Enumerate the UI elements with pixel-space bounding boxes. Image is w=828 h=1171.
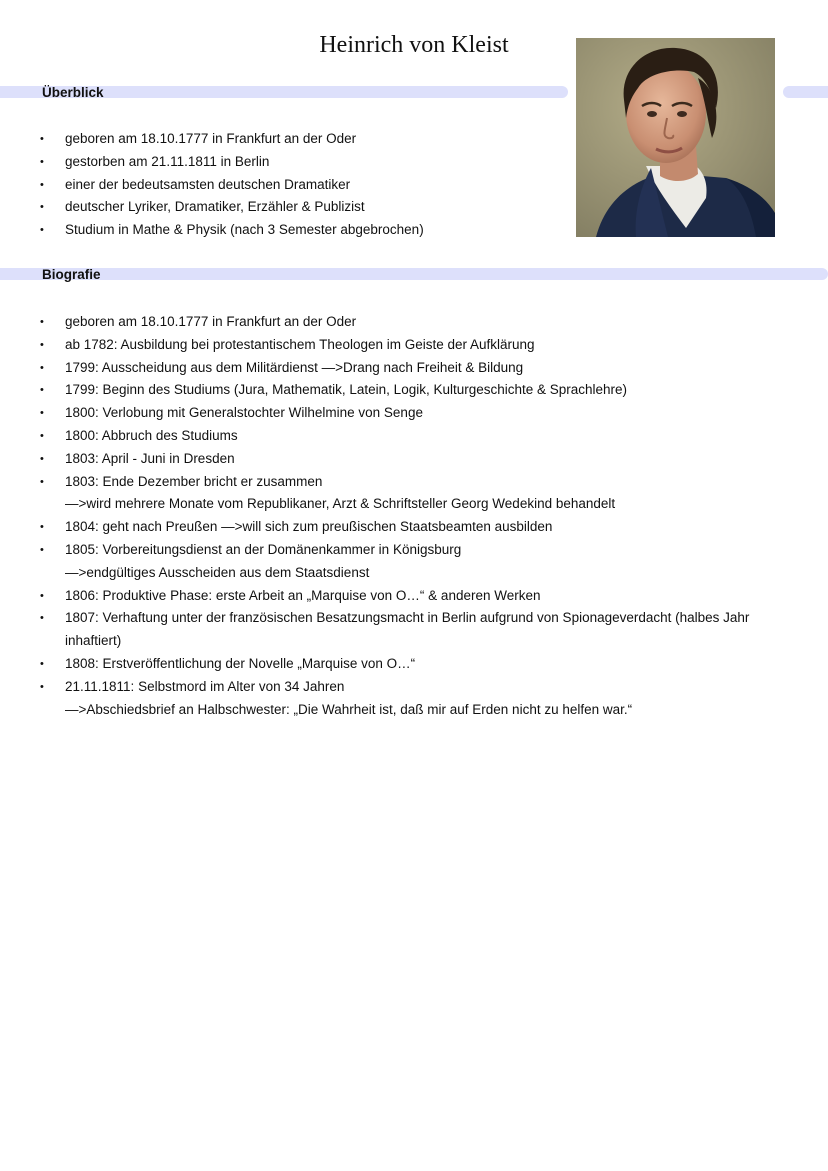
bullet-icon: • [40,589,44,602]
list-item-text: 1799: Ausscheidung aus dem Militärdienst —>Drang nach Freiheit & Bildung [65,359,524,375]
list-item [0,425,790,448]
list-item-text: 1807: Verhaftung unter der französischen Besatzungsmacht in Berlin aufgrund von Spionageverdacht (halbes Jahr inhaftiert) [65,610,750,649]
section-band-biography [0,268,828,280]
bullet-icon: • [40,680,44,693]
bullet-icon: • [40,452,44,465]
list-item-subtext: —>endgültiges Ausscheiden aus dem Staatsdienst [65,564,370,580]
bullet-icon: • [40,657,44,670]
list-item [0,357,790,380]
bullet-icon: • [40,338,44,351]
bullet-icon: • [40,133,44,145]
list-item-subtext: —>wird mehrere Monate vom Republikaner, Arzt & Schriftsteller Georg Wedekind behandelt [65,496,616,512]
bullet-icon: • [40,429,44,442]
list-item [0,379,790,402]
list-item [0,585,790,608]
list-item-text: 1806: Produktive Phase: erste Arbeit an „Marquise von O…“ & anderen Werken [65,587,541,603]
list-item [0,448,790,471]
bullet-icon: • [40,155,44,168]
section-band-overview-right [783,86,828,98]
bullet-icon: • [40,475,44,488]
list-item [0,516,790,539]
biography-list [0,311,790,721]
list-item [0,311,790,334]
list-item-subtext: —>Abschiedsbrief an Halbschwester: „Die Wahrheit ist, daß mir auf Erden nicht zu helfen war.“ [65,701,633,717]
portrait-painting-icon [576,38,775,237]
bullet-icon: • [40,612,44,625]
bullet-icon: • [40,224,44,237]
page-title: Heinrich von Kleist [319,32,509,58]
list-item [0,607,790,653]
section-heading-biography: Biografie [42,267,101,282]
bullet-icon: • [40,384,44,397]
list-item [0,471,790,517]
list-item [0,539,790,585]
bullet-icon: • [40,201,44,214]
list-item-text: 21.11.1811: Selbstmord im Alter von 34 Jahren [65,678,345,694]
list-item-text: ab 1782: Ausbildung bei protestantischem Theologen im Geiste der Aufklärung [65,336,535,352]
list-item-text: gestorben am 21.11.1811 in Berlin [65,153,270,169]
list-item-text: deutscher Lyriker, Dramatiker, Erzähler & Publizist [65,199,365,215]
list-item [0,334,790,357]
bullet-icon: • [40,361,44,374]
list-item-text: einer der bedeutsamsten deutschen Dramatiker [65,176,351,192]
list-item-text: geboren am 18.10.1777 in Frankfurt an der Oder [65,314,357,329]
list-item [0,402,790,425]
list-item-text: 1803: Ende Dezember bricht er zusammen [65,473,323,489]
list-item-text: 1799: Beginn des Studiums (Jura, Mathematik, Latein, Logik, Kulturgeschichte & Sprachlehre) [65,382,628,398]
bullet-icon: • [40,543,44,556]
list-item-text: Studium in Mathe & Physik (nach 3 Semester abgebrochen) [65,222,424,238]
list-item-text: 1800: Verlobung mit Generalstochter Wilhelmine von Senge [65,405,423,421]
list-item-text: 1800: Abbruch des Studiums [65,427,238,443]
bullet-icon: • [40,178,44,191]
bullet-icon: • [40,407,44,420]
list-item-text: 1808: Erstveröffentlichung der Novelle „Marquise von O…“ [65,655,416,671]
list-item-text: 1803: April - Juni in Dresden [65,450,235,466]
section-heading-overview: Überblick [42,85,104,100]
list-item-text: 1805: Vorbereitungsdienst an der Domänenkammer in Königsburg [65,541,462,557]
bullet-icon: • [40,316,44,328]
list-item-text: geboren am 18.10.1777 in Frankfurt an der Oder [65,131,357,146]
portrait-image [576,38,775,237]
list-item [0,653,790,676]
list-item-text: 1804: geht nach Preußen —>will sich zum preußischen Staatsbeamten ausbilden [65,519,553,535]
bullet-icon: • [40,521,44,534]
list-item [0,676,790,722]
